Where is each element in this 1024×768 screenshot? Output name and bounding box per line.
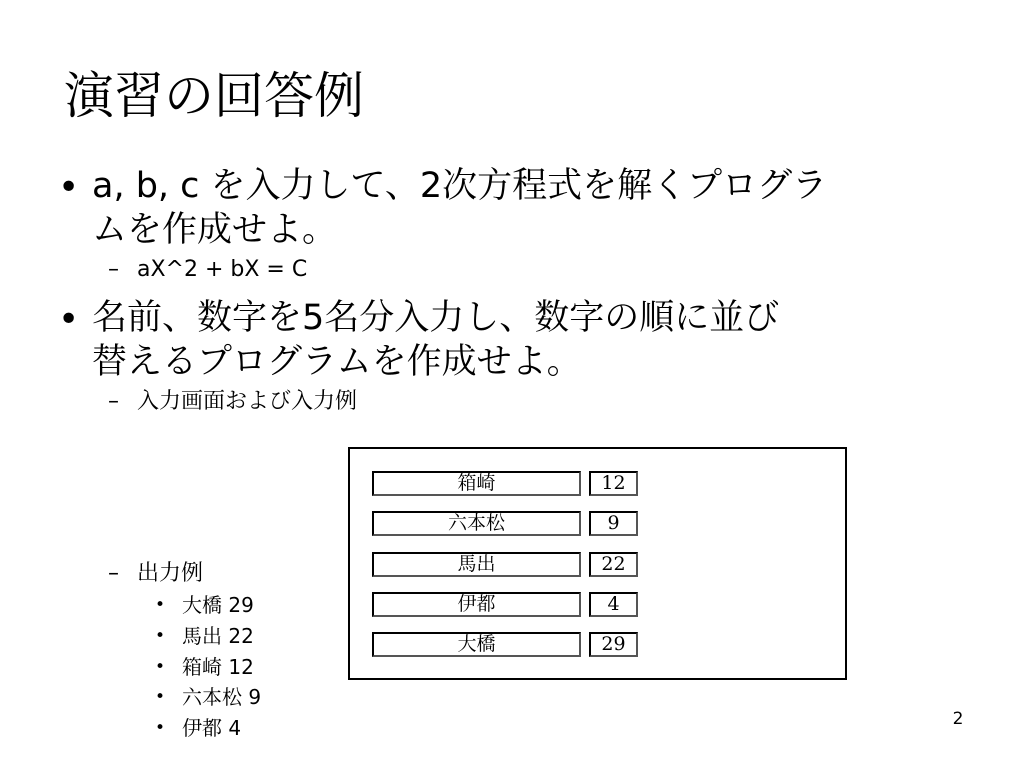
page-number: 2 [952,709,964,729]
number-field[interactable]: 12 [589,471,638,496]
output-list-item: 箱崎 12 [182,655,254,679]
number-field[interactable]: 29 [589,632,638,657]
sub-bullet-marker: – [108,389,119,414]
equation-text: aX^2 + bX = C [137,257,308,282]
bullet-marker: • [58,299,80,340]
name-field[interactable]: 馬出 [372,552,581,577]
name-field[interactable]: 大橋 [372,632,581,657]
bullet-marker: • [58,167,80,208]
list-bullet: • [155,687,166,707]
list-bullet: • [155,595,166,615]
output-list-item: 伊都 4 [182,716,242,740]
output-list-item: 馬出 22 [182,624,254,648]
number-field[interactable]: 4 [589,592,638,617]
list-bullet: • [155,626,166,646]
bullet-1-line-2: ムを作成せよ。 [92,210,338,250]
bullet-2-line-1: 名前、数字を5名分入力し、数字の順に並び [92,298,780,338]
name-field[interactable]: 六本松 [372,511,581,536]
output-example-label: 出力例 [137,561,204,586]
bullet-2 [92,296,962,384]
list-bullet: • [155,657,166,677]
name-field[interactable]: 箱崎 [372,471,581,496]
bullet-1 [92,164,962,252]
name-field[interactable]: 伊都 [372,592,581,617]
bullet-1-line-1: a, b, c を入力して、2次方程式を解くプログラ [92,166,828,206]
sub-bullet-marker: – [108,257,119,282]
input-example-label: 入力画面および入力例 [137,389,358,414]
sub-bullet-marker: – [108,561,119,586]
output-list-item: 大橋 29 [182,593,254,617]
bullet-2-line-2: 替えるプログラムを作成せよ。 [92,342,582,382]
number-field[interactable]: 9 [589,511,638,536]
list-bullet: • [155,718,166,738]
output-list-item: 六本松 9 [182,685,262,709]
number-field[interactable]: 22 [589,552,638,577]
slide-title: 演習の回答例 [64,67,364,125]
